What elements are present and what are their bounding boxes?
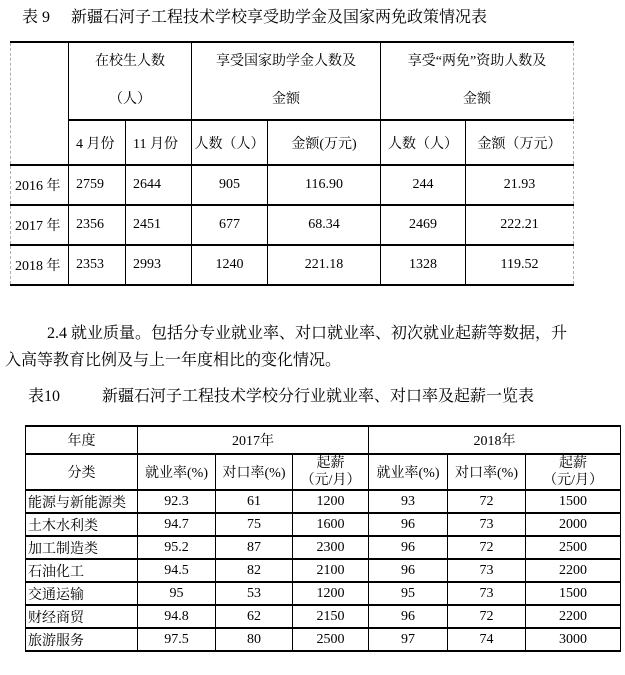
table-row: [11, 165, 574, 205]
t10-data-cell: 80: [216, 628, 293, 651]
t10-data-cell: 62: [216, 605, 293, 628]
t10-data-cell: 2150: [293, 605, 369, 628]
t10-data-cell: 1600: [293, 513, 369, 536]
table10-caption-label: 表10: [28, 388, 61, 405]
table-row: [26, 582, 621, 605]
t10-data-cell: 2100: [293, 559, 369, 582]
t10-data-cell: 93: [369, 490, 448, 513]
t10-data-cell: 96: [369, 605, 448, 628]
t9-data-cell: 1240: [192, 245, 268, 285]
t10-data-cell: 94.7: [138, 513, 216, 536]
t10-year-header-2017: 2017年: [138, 426, 369, 454]
t10-data-cell: 73: [448, 559, 526, 582]
t10-category-cell: 加工制造类: [26, 536, 138, 559]
t9-group-header-grant-line1: 享受国家助学金人数及: [216, 54, 356, 69]
table10-caption: [28, 387, 534, 407]
t10-data-cell: 73: [448, 513, 526, 536]
body-paragraph: [5, 320, 621, 374]
table10-caption-title: 新疆石河子工程技术学校分行业就业率、对口率及起薪一览表: [102, 388, 535, 405]
t9-data-cell: 221.18: [268, 245, 381, 285]
t9-data-cell: 2759: [69, 165, 126, 205]
t9-group-header-grant: [192, 42, 381, 120]
t10-data-cell: 53: [216, 582, 293, 605]
t9-corner-cell: [11, 42, 69, 165]
table-row: [26, 490, 621, 513]
t10-data-cell: 75: [216, 513, 293, 536]
t9-group-header-enrolled-line2: （人）: [109, 92, 151, 107]
t9-subheader-grant-amount: 金额(万元): [268, 120, 381, 165]
t10-subheader-employment-rate-2018: 就业率(%): [369, 454, 448, 490]
t9-group-header-grant-line2: 金额: [272, 92, 300, 107]
t9-data-cell: 2644: [126, 165, 192, 205]
t9-group-header-enrolled-line1: 在校生人数: [95, 54, 165, 69]
t10-category-cell: 石油化工: [26, 559, 138, 582]
t9-data-cell: 2469: [381, 205, 466, 245]
t9-group-header-waiver-line1: 享受“两免”资助人数及: [407, 54, 547, 69]
t9-data-cell: 21.93: [466, 165, 574, 205]
t10-data-cell: 96: [369, 559, 448, 582]
t9-data-cell: 244: [381, 165, 466, 205]
t10-category-cell: 旅游服务: [26, 628, 138, 651]
t10-category-cell: 交通运输: [26, 582, 138, 605]
t10-data-cell: 74: [448, 628, 526, 651]
t9-year-cell: 2017 年: [11, 205, 69, 245]
t10-year-header-2018: 2018年: [369, 426, 621, 454]
t10-data-cell: 1500: [526, 490, 621, 513]
t10-data-cell: 72: [448, 490, 526, 513]
t9-subheader-grant-count: 人数（人）: [192, 120, 268, 165]
t10-subheader-salary-2018-line1: 起薪: [559, 456, 588, 471]
t9-data-cell: 119.52: [466, 245, 574, 285]
t10-subheader-salary-2018: [526, 454, 621, 490]
t10-data-cell: 72: [448, 536, 526, 559]
t9-data-cell: 2993: [126, 245, 192, 285]
t10-category-cell: 能源与新能源类: [26, 490, 138, 513]
t9-data-cell: 2353: [69, 245, 126, 285]
t10-subheader-salary-2017-line1: 起薪: [316, 456, 345, 471]
t9-data-cell: 1328: [381, 245, 466, 285]
t10-data-cell: 97.5: [138, 628, 216, 651]
t9-group-header-waiver-line2: 金额: [463, 92, 491, 107]
t9-data-cell: 2356: [69, 205, 126, 245]
t10-subheader-salary-2018-line2: （元/月）: [543, 473, 603, 488]
t9-data-cell: 68.34: [268, 205, 381, 245]
table-row: [26, 628, 621, 651]
t10-data-cell: 2500: [526, 536, 621, 559]
t9-data-cell: 116.90: [268, 165, 381, 205]
paragraph-line: 入高等教育比例及与上一年度相比的变化情况。: [5, 352, 342, 369]
t9-subheader-waiver-amount: 金额（万元）: [466, 120, 574, 165]
t10-data-cell: 92.3: [138, 490, 216, 513]
table-row: [26, 536, 621, 559]
t10-data-cell: 97: [369, 628, 448, 651]
t9-data-cell: 677: [192, 205, 268, 245]
t10-subheader-salary-2017-line2: （元/月）: [300, 473, 361, 488]
t10-data-cell: 95.2: [138, 536, 216, 559]
t10-data-cell: 94.5: [138, 559, 216, 582]
t10-corner-category-label: 分类: [26, 454, 138, 490]
t10-data-cell: 87: [216, 536, 293, 559]
table-row: [26, 513, 621, 536]
t9-data-cell: 2451: [126, 205, 192, 245]
t10-subheader-match-rate-2017: 对口率(%): [216, 454, 293, 490]
t10-data-cell: 95: [369, 582, 448, 605]
t10-subheader-match-rate-2018: 对口率(%): [448, 454, 526, 490]
t10-data-cell: 96: [369, 536, 448, 559]
t10-data-cell: 2300: [293, 536, 369, 559]
t10-data-cell: 2200: [526, 559, 621, 582]
t10-data-cell: 61: [216, 490, 293, 513]
table10-employment: [25, 425, 621, 652]
t10-data-cell: 82: [216, 559, 293, 582]
table9-caption-title: 新疆石河子工程技术学校享受助学金及国家两免政策情况表: [71, 9, 488, 26]
table9-caption: [22, 8, 487, 28]
t10-subheader-employment-rate-2017: 就业率(%): [138, 454, 216, 490]
t10-data-cell: 2500: [293, 628, 369, 651]
t9-subheader-november: 11 月份: [126, 120, 192, 165]
t9-subheader-waiver-count: 人数（人）: [381, 120, 466, 165]
table9-scholarship: [10, 41, 574, 286]
t9-year-cell: 2018 年: [11, 245, 69, 285]
t10-data-cell: 1200: [293, 490, 369, 513]
t10-category-cell: 土木水利类: [26, 513, 138, 536]
t10-subheader-salary-2017: [293, 454, 369, 490]
t10-data-cell: 95: [138, 582, 216, 605]
t10-data-cell: 3000: [526, 628, 621, 651]
t10-data-cell: 2000: [526, 513, 621, 536]
t9-year-cell: 2016 年: [11, 165, 69, 205]
t10-data-cell: 96: [369, 513, 448, 536]
t9-group-header-enrolled: [69, 42, 192, 120]
t10-data-cell: 72: [448, 605, 526, 628]
t10-category-cell: 财经商贸: [26, 605, 138, 628]
t9-group-header-waiver: [381, 42, 574, 120]
table-row: [26, 559, 621, 582]
t10-data-cell: 2200: [526, 605, 621, 628]
t10-data-cell: 1200: [293, 582, 369, 605]
table9-caption-label: 表 9: [22, 9, 51, 26]
t10-corner-year-label: 年度: [26, 426, 138, 454]
t9-subheader-april: 4 月份: [69, 120, 126, 165]
t9-data-cell: 905: [192, 165, 268, 205]
table-row: [11, 205, 574, 245]
t10-data-cell: 94.8: [138, 605, 216, 628]
table-row: [26, 605, 621, 628]
t10-data-cell: 73: [448, 582, 526, 605]
t9-data-cell: 222.21: [466, 205, 574, 245]
paragraph-line: 2.4 就业质量。包括分专业就业率、对口就业率、初次就业起薪等数据，升: [47, 325, 568, 342]
table-row: [11, 245, 574, 285]
t10-data-cell: 1500: [526, 582, 621, 605]
